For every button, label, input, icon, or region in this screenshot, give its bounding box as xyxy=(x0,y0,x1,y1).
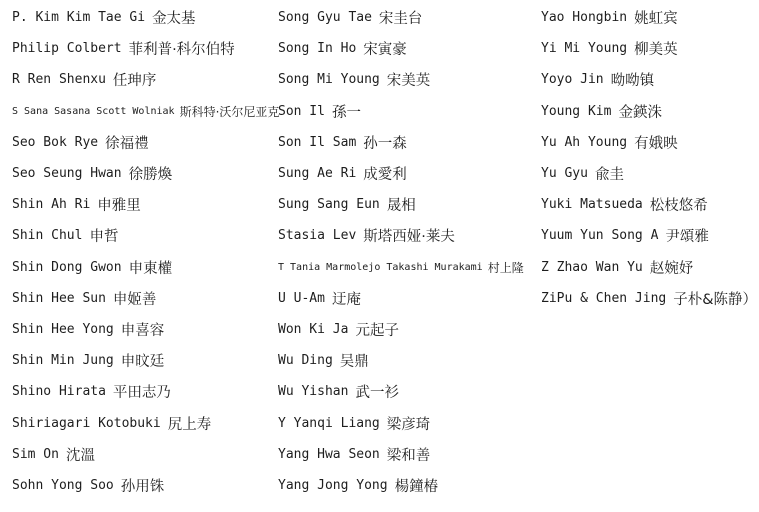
cjk-name: 徐勝煥 xyxy=(128,167,173,184)
list-item xyxy=(278,283,524,314)
list-item xyxy=(12,252,279,283)
list-item xyxy=(541,189,757,220)
list-item xyxy=(12,314,279,345)
list-item xyxy=(278,470,524,501)
cjk-name: 申雅里 xyxy=(97,198,141,215)
latin-name: R Ren Shenxu xyxy=(12,72,106,88)
list-item xyxy=(12,407,279,438)
latin-name: Wu Ding xyxy=(278,353,333,369)
cjk-name: 金太基 xyxy=(152,11,196,28)
latin-name: Yuum Yun Song A xyxy=(541,228,659,244)
list-item xyxy=(12,470,279,501)
list-item xyxy=(541,33,757,64)
cjk-name: 平田志乃 xyxy=(112,385,171,402)
list-item xyxy=(541,64,757,95)
latin-name: Seo Seung Hwan xyxy=(12,166,122,182)
cjk-name: 松枝悠希 xyxy=(649,198,708,215)
list-item xyxy=(278,127,524,158)
latin-name: Sohn Yong Soo xyxy=(12,477,114,493)
cjk-name: 兪圭 xyxy=(594,167,624,184)
latin-name: ZiPu & Chen Jing xyxy=(541,290,667,306)
latin-name: U U-Am xyxy=(278,290,325,306)
list-item xyxy=(278,189,524,220)
cjk-name: 金鍈洙 xyxy=(618,104,662,121)
latin-name: Sung Sang Eun xyxy=(278,197,380,213)
cjk-name: 赵婉妤 xyxy=(649,260,694,277)
cjk-name: 迂庵 xyxy=(331,291,361,308)
list-item xyxy=(12,2,279,33)
list-item xyxy=(278,439,524,470)
cjk-name: 沈溫 xyxy=(65,447,95,464)
latin-name: Stasia Lev xyxy=(278,228,357,244)
list-item xyxy=(541,158,757,189)
latin-name: Young Kim xyxy=(541,103,612,119)
latin-name: Won Ki Ja xyxy=(278,321,349,337)
latin-name: T Tania Marmolejo Takashi Murakami xyxy=(278,261,483,273)
latin-name: Song Gyu Tae xyxy=(278,10,372,26)
cjk-name: 柳美英 xyxy=(634,42,678,59)
list-item xyxy=(12,64,279,95)
cjk-name: 宋圭台 xyxy=(378,11,423,28)
cjk-name: 徐福禮 xyxy=(105,135,149,152)
latin-name: Shin Chul xyxy=(12,228,83,244)
cjk-name: 尹頌雅 xyxy=(665,229,709,246)
list-item xyxy=(278,96,524,127)
list-item xyxy=(541,283,757,314)
list-item xyxy=(278,407,524,438)
cjk-name: 孙用铢 xyxy=(120,478,165,495)
list-item xyxy=(12,220,279,251)
latin-name: Song In Ho xyxy=(278,41,357,57)
list-item xyxy=(12,345,279,376)
cjk-name: 村上隆 xyxy=(487,260,524,275)
list-item xyxy=(541,220,757,251)
cjk-name: 武一衫 xyxy=(355,385,399,402)
latin-name: Shin Hee Sun xyxy=(12,290,106,306)
list-item xyxy=(278,64,524,95)
cjk-name: 斯塔西娅·莱夫 xyxy=(363,229,455,246)
list-item xyxy=(278,2,524,33)
latin-name: Shino Hirata xyxy=(12,384,106,400)
latin-name: P. Kim Kim Tae Gi xyxy=(12,10,146,26)
list-item xyxy=(278,345,524,376)
list-item xyxy=(12,189,279,220)
cjk-name: 梁彦琦 xyxy=(386,416,431,433)
latin-name: Wu Yishan xyxy=(278,384,349,400)
latin-name: Y Yanqi Liang xyxy=(278,415,380,431)
list-item xyxy=(278,220,524,251)
latin-name: Yoyo Jin xyxy=(541,72,604,88)
list-item xyxy=(12,376,279,407)
cjk-name: 申哲 xyxy=(89,229,119,246)
list-item xyxy=(12,33,279,64)
latin-name: Yang Hwa Seon xyxy=(278,446,380,462)
list-item xyxy=(12,158,279,189)
cjk-name: 呦呦镇 xyxy=(610,73,655,90)
latin-name: Seo Bok Rye xyxy=(12,134,99,150)
cjk-name: 宋美英 xyxy=(386,73,431,90)
cjk-name: 尻上寿 xyxy=(167,416,212,433)
cjk-name: 楊鐘椿 xyxy=(394,478,439,495)
list-item xyxy=(12,127,279,158)
latin-name: Shin Ah Ri xyxy=(12,197,91,213)
latin-name: Yao Hongbin xyxy=(541,10,628,26)
latin-name: Yang Jong Yong xyxy=(278,477,388,493)
list-item xyxy=(12,439,279,470)
cjk-name: 晟相 xyxy=(386,198,416,215)
cjk-name: 申東權 xyxy=(128,260,173,277)
cjk-name: 孫一 xyxy=(331,104,361,121)
latin-name: Z Zhao Wan Yu xyxy=(541,259,643,275)
cjk-name: 梁和善 xyxy=(386,447,431,464)
list-item xyxy=(541,96,757,127)
latin-name: Yuki Matsueda xyxy=(541,197,643,213)
latin-name: Shin Dong Gwon xyxy=(12,259,122,275)
latin-name: Shin Min Jung xyxy=(12,353,114,369)
latin-name: Yi Mi Young xyxy=(541,41,628,57)
name-column-2 xyxy=(278,2,524,501)
list-item xyxy=(278,33,524,64)
cjk-name: 菲利普·科尔伯特 xyxy=(128,42,235,59)
list-item xyxy=(541,127,757,158)
latin-name: Yu Gyu xyxy=(541,166,588,182)
latin-name: Sung Ae Ri xyxy=(278,166,357,182)
list-item xyxy=(541,252,757,283)
list-item xyxy=(278,252,524,283)
cjk-name: 申喜容 xyxy=(120,322,165,339)
latin-name: Yu Ah Young xyxy=(541,134,628,150)
cjk-name: 申姬善 xyxy=(112,291,157,308)
list-item xyxy=(12,283,279,314)
latin-name: S Sana Sasana Scott Wolniak xyxy=(12,105,175,117)
list-item xyxy=(278,376,524,407)
list-item xyxy=(541,2,757,33)
latin-name: Song Mi Young xyxy=(278,72,380,88)
latin-name: Shin Hee Yong xyxy=(12,321,114,337)
latin-name: Son Il Sam xyxy=(278,134,357,150)
latin-name: Son Il xyxy=(278,103,325,119)
cjk-name: 宋寅豪 xyxy=(363,42,407,59)
cjk-name: 吴鼎 xyxy=(339,354,369,371)
list-item xyxy=(278,158,524,189)
latin-name: Shiriagari Kotobuki xyxy=(12,415,161,431)
cjk-name: 元起子 xyxy=(355,322,399,339)
cjk-name: 姚虹宾 xyxy=(634,11,678,28)
list-item xyxy=(278,314,524,345)
cjk-name: 子朴&陈静） xyxy=(673,291,758,308)
cjk-name: 有娥映 xyxy=(634,135,678,152)
name-column-1 xyxy=(12,2,279,501)
latin-name: Sim On xyxy=(12,446,59,462)
cjk-name: 斯科特·沃尔尼亚克 xyxy=(179,104,280,119)
cjk-name: 任珅序 xyxy=(112,73,157,90)
latin-name: Philip Colbert xyxy=(12,41,122,57)
name-column-3 xyxy=(541,2,757,314)
cjk-name: 成愛利 xyxy=(363,167,407,184)
list-item xyxy=(12,96,279,127)
cjk-name: 孙一森 xyxy=(363,135,407,152)
cjk-name: 申旼廷 xyxy=(120,354,165,371)
